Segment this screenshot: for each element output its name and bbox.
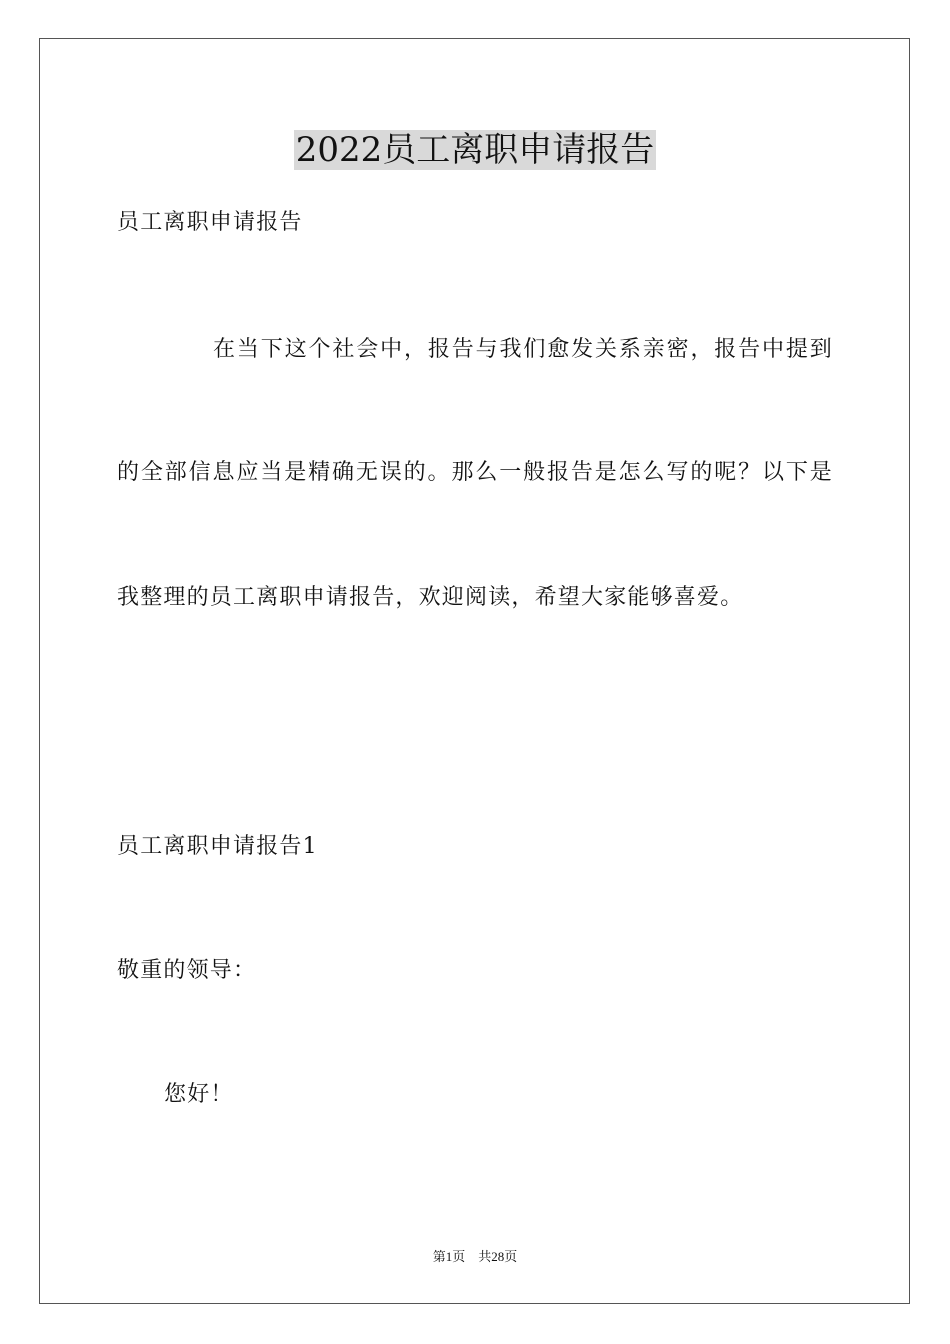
intro-paragraph-line-2: 的全部信息应当是精确无误的。那么一般报告是怎么写的呢？以下是 [117, 460, 833, 485]
intro-paragraph-line-3: 我整理的员工离职申请报告，欢迎阅读，希望大家能够喜爱。 [117, 585, 744, 610]
intro-paragraph-line-1: 在当下这个社会中，报告与我们愈发关系亲密，报告中提到 [213, 337, 833, 362]
subtitle-line: 员工离职申请报告 [117, 210, 303, 235]
greeting: 您好！ [164, 1082, 234, 1107]
document-title [0, 125, 950, 175]
section-heading: 员工离职申请报告1 [117, 834, 318, 859]
page-number-footer: 第1页 共28页 [432, 1249, 518, 1264]
document-title-text: 2022员工离职申请报告 [295, 130, 655, 170]
salutation: 敬重的领导： [117, 958, 257, 983]
